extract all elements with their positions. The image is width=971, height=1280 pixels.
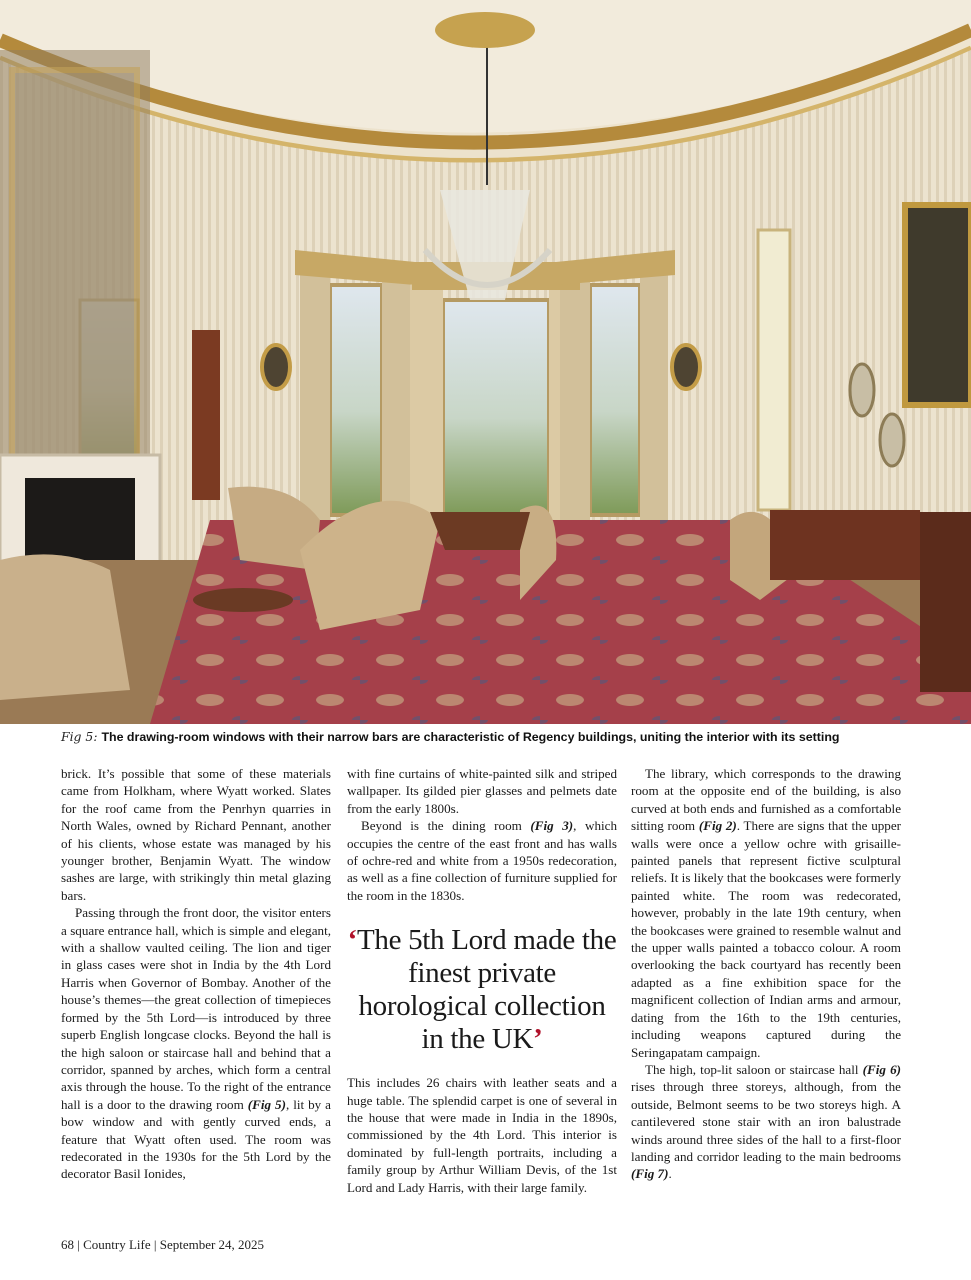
- page-footer: 68 | Country Life | September 24, 2025: [61, 1237, 265, 1252]
- paragraph-text: Passing through the front door, the visitor enters a square entrance hall, which is simple and elegant, with a shallow vaulted ceiling. The lion and tiger in glass cases were shot in India by the 4th Lord Harris when Governor of Bombay. Another of the house’s themes—the great collection of timepieces formed by the 5th Lord—is introduced by three superb English longcase clocks. Beyond the hall is the high saloon or staircase hall and behind that a corridor, spanned by arches, which form a central axis through the house. To the right of the entrance hall is a door to the drawing room: [61, 905, 331, 1112]
- paragraph-text: The high, top-lit saloon or staircase hall: [645, 1061, 859, 1077]
- paragraph: [631, 765, 901, 1061]
- paragraph-text: Beyond is the dining room: [361, 818, 522, 834]
- figure-reference: (Fig 7): [631, 1166, 669, 1182]
- paragraph-text: rises through three storeys, although, from the outside, Belmont seems to be two storeys high. A cantilevered stone stair with an iron balustrade winds around three sides of the hall to a first-floor landing and corridor leading to the main bedrooms: [631, 1079, 901, 1164]
- paragraph: This includes 26 chairs with leather seats and a huge table. The splendid carpet is one of several in the house that were made in India in the 1890s, commissioned by the 4th Lord. This interior is dominated by full-length portraits, including a family group by Arthur William Devis, of the 1st Lord and Lady Harris, with their large family.: [347, 1075, 617, 1195]
- article-column-1: [61, 765, 331, 1183]
- paragraph-text: .: [668, 1166, 672, 1182]
- figure-reference: (Fig 6): [862, 1061, 901, 1077]
- paragraph: brick. It’s possible that some of these materials came from Holkham, where Wyatt worked. Slates for the roof came from the Penrhyn quarries in North Wales, owned by Richard Pennant, another of his clients, whose estate was managed by his younger brother, Benjamin Wyatt. The window sashes are large, with strikingly thin metal glazing bars.: [61, 766, 331, 903]
- figure-caption: [61, 729, 921, 745]
- figure-caption-text: The drawing-room windows with their narrow bars are characteristic of Regency buildings, uniting the interior with its setting: [101, 730, 840, 744]
- paragraph: with fine curtains of white-painted silk and striped wallpaper. Its gilded pier glasses and pelmets date from the early 1800s.: [347, 766, 617, 816]
- article-column-3: [631, 765, 901, 1183]
- figure-reference: (Fig 5): [247, 1096, 286, 1112]
- figure-reference: (Fig 3): [530, 818, 574, 834]
- paragraph: [61, 904, 331, 1183]
- figure-reference: (Fig 2): [698, 818, 737, 834]
- paragraph: [347, 817, 617, 904]
- close-quote-mark: ’: [533, 1023, 543, 1056]
- figure-label: Fig 5:: [61, 729, 98, 744]
- pull-quote: [347, 924, 617, 1056]
- paragraph-text: . There are signs that the upper walls were once a yellow ochre with grisaille-painted panels that represent fictive sculptural reliefs. It is likely that the bookcases were formerly painted white. The room was redecorated, however, probably in the late 19th century, when the bookcases were grained to resemble walnut and the upper walls painted a tobacco colour. A room overlooking the back courtyard has recently been adapted as a fine exhibition space for the magnificent collection of Indian arms and armour, dating from the 16th to the 19th centuries, including weapons captured during the Seringapatam campaign.: [631, 818, 902, 1060]
- paragraph-text: The library, which corresponds to the drawing room at the opposite end of the building, is also curved at both ends and furnished as a comfortable sitting room: [631, 766, 901, 834]
- paragraph-text: , which occupies the centre of the east front and has walls of ochre-red and white from a 1950s redecoration, as well as a fine collection of furniture supplied for the room in the 1830s.: [347, 818, 617, 903]
- paragraph-text: , lit by a bow window and with gently curved ends, a feature that Wyatt often used. The room was redecorated in the 1930s for the 5th Lord by the decorator Basil Ionides,: [61, 1096, 331, 1182]
- pull-quote-text: The 5th Lord made the finest private horological collection in the UK: [356, 924, 617, 1056]
- open-quote-mark: ‘: [347, 924, 357, 957]
- article-column-2: [347, 765, 617, 1196]
- paragraph: [631, 1061, 901, 1183]
